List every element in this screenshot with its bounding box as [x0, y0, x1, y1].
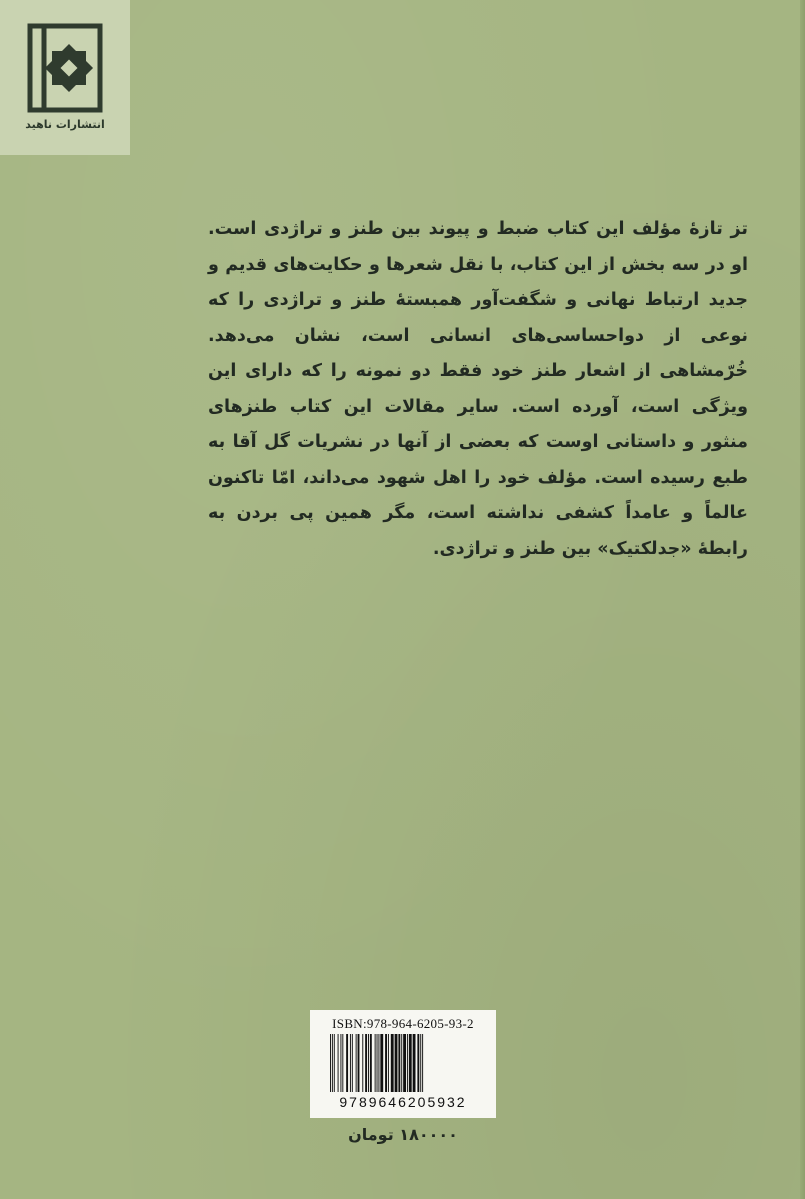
barcode-bar [338, 1034, 339, 1092]
barcode-bar [375, 1034, 376, 1092]
barcode-bar [356, 1034, 357, 1092]
back-cover-blurb [208, 212, 748, 567]
barcode-bar [340, 1034, 341, 1092]
barcode-bar [352, 1034, 353, 1092]
barcode-bar [413, 1034, 416, 1092]
barcode-bar [380, 1034, 383, 1092]
cover-edge [800, 0, 805, 1199]
barcode-bar [346, 1034, 348, 1092]
publisher-name: انتشارات ناهید [25, 118, 105, 131]
barcode-bar [395, 1034, 398, 1092]
barcode-bar [420, 1034, 421, 1092]
isbn-barcode [310, 1010, 496, 1118]
blurb-text: تز تازهٔ مؤلف این کتاب ضبط و پیوند بین طنز و تراژدی است. او در سه بخش از این کتاب، با نقل شعرها و حکایت‌های قدیم و جدید ارتباط نهانی و شگفت‌آور همبستهٔ طنز و تراژدی را که نوعی از دواحساسی‌های انسانی است، نشان می‌دهد. خُرّمشاهی از اشعار طنز خود فقط دو نمونه را که دارای این ویژگی است، آورده است. سایر مقالات این کتاب طنزهای منثور و داستانی اوست که بعضی از آنها در نشریات گل آقا به طبع رسیده است. مؤلف خود را اهل شهود می‌داند، امّا تاکنون عالماً و عامداً کشفی نداشته است، مگر همین پی بردن به رابطهٔ «جدلکتیک» بین طنز و تراژدی. [208, 219, 748, 559]
barcode-bar [391, 1034, 394, 1092]
isbn-digits: 9789646205932 [339, 1094, 467, 1110]
barcode-bar [330, 1034, 331, 1092]
barcode-bar [358, 1034, 360, 1092]
barcode-bar [342, 1034, 343, 1092]
barcode-bar [334, 1034, 335, 1092]
barcode-bar [377, 1034, 378, 1092]
barcode-bar [385, 1034, 387, 1092]
star-book-logo-icon [26, 22, 104, 114]
barcode-bar [370, 1034, 372, 1092]
publisher-logo-box [0, 0, 130, 155]
barcode-bar [350, 1034, 351, 1092]
barcode-bar [388, 1034, 389, 1092]
barcode-bar [407, 1034, 408, 1092]
price: ۱۸۰۰۰۰ تومان [348, 1125, 458, 1144]
barcode-bar [398, 1034, 400, 1092]
isbn-label: ISBN:978-964-6205-93-2 [332, 1016, 474, 1031]
barcode-bars [328, 1034, 478, 1094]
barcode-bar [401, 1034, 402, 1092]
barcode-bar [332, 1034, 333, 1092]
barcode-bar [403, 1034, 406, 1092]
barcode-bar [417, 1034, 419, 1092]
barcode-bar [368, 1034, 369, 1092]
barcode-bar [378, 1034, 379, 1092]
barcode-bar [365, 1034, 367, 1092]
barcode-bar [409, 1034, 412, 1092]
barcode-bar [362, 1034, 363, 1092]
barcode-bar [422, 1034, 423, 1092]
